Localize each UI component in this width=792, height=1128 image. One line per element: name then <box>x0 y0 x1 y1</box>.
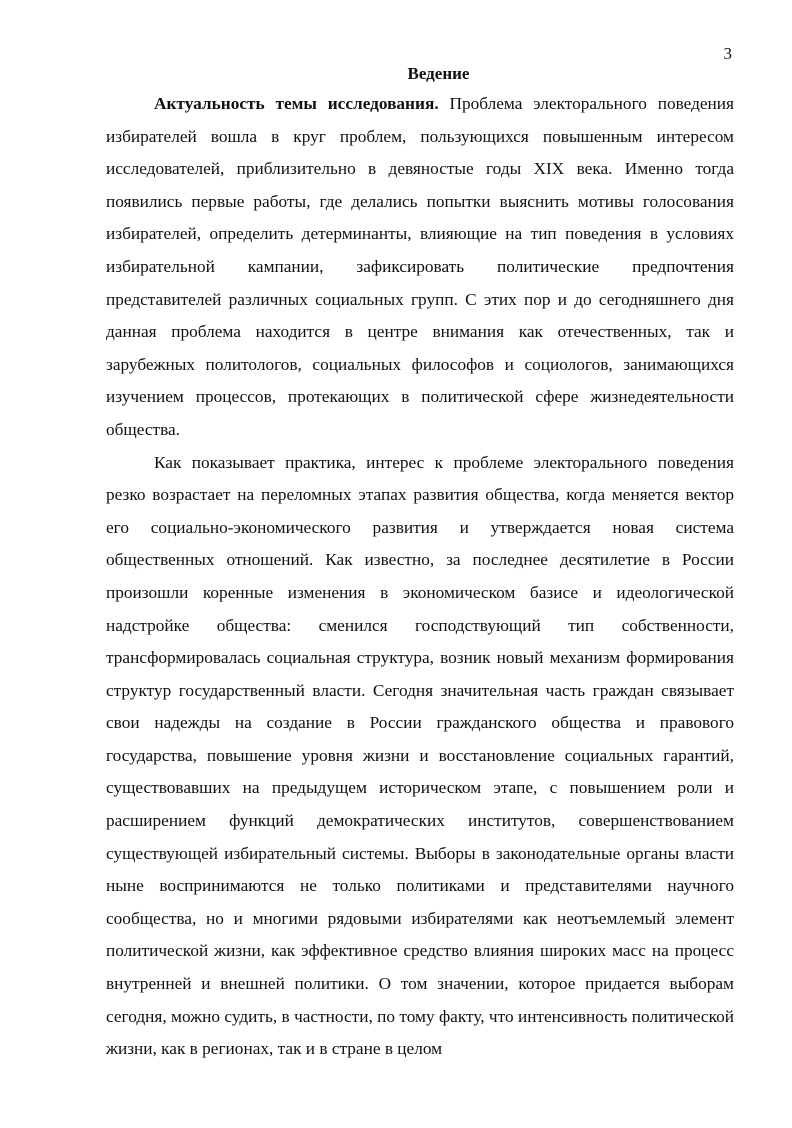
paragraph-practice <box>106 447 734 1066</box>
paragraph-text: Проблема электорального поведения избирателей вошла в круг проблем, пользующихся повышенным интересом исследователей, приблизительно в девяностые годы XIX века. Именно тогда появились первые работы, где делались попытки выяснить мотивы голосования избирателей, определить детерминанты, влияющие на тип поведения в условиях избирательной кампании, зафиксировать политические предпочтения представителей различных социальных групп. С этих пор и до сегодняшнего дня данная проблема находится в центре внимания как отечественных, так и зарубежных политологов, социальных философов и социологов, занимающихся изучением процессов, протекающих в политической сфере жизнедеятельности общества. <box>106 94 734 439</box>
page-number: 3 <box>723 44 732 63</box>
body-text <box>106 88 734 1066</box>
paragraph-lead: Актуальность темы исследования. <box>154 94 439 113</box>
section-heading: Ведение <box>407 64 470 83</box>
paragraph-relevance <box>106 88 734 447</box>
paragraph-text: Как показывает практика, интерес к проблеме электорального поведения резко возрастает на переломных этапах развития общества, когда меняется вектор его социально-экономического развития и утверждается новая система общественных отношений. Как известно, за последнее десятилетие в России произошли коренные изменения в экономическом базисе и идеологической надстройке общества: сменился господствующий тип собственности, трансформировалась социальная структура, возник новый механизм формирования структур государственный власти. Сегодня значительная часть граждан связывает свои надежды на создание в России гражданского общества и правового государства, повышение уровня жизни и восстановление социальных гарантий, существовавших на предыдущем историческом этапе, с повышением роли и расширением функций демократических институтов, совершенствованием существующей избирательный системы. Выборы в законодательные органы власти ныне воспринимаются не только политиками и представителями научного сообщества, но и многими рядовыми избирателями как неотъемлемый элемент политической жизни, как эффективное средство влияния широких масс на процесс внутренней и внешней политики. О том значении, которое придается выборам сегодня, можно судить, в частности, по тому факту, что интенсивность политической жизни, как в регионах, так и в стране в целом <box>106 452 734 1059</box>
